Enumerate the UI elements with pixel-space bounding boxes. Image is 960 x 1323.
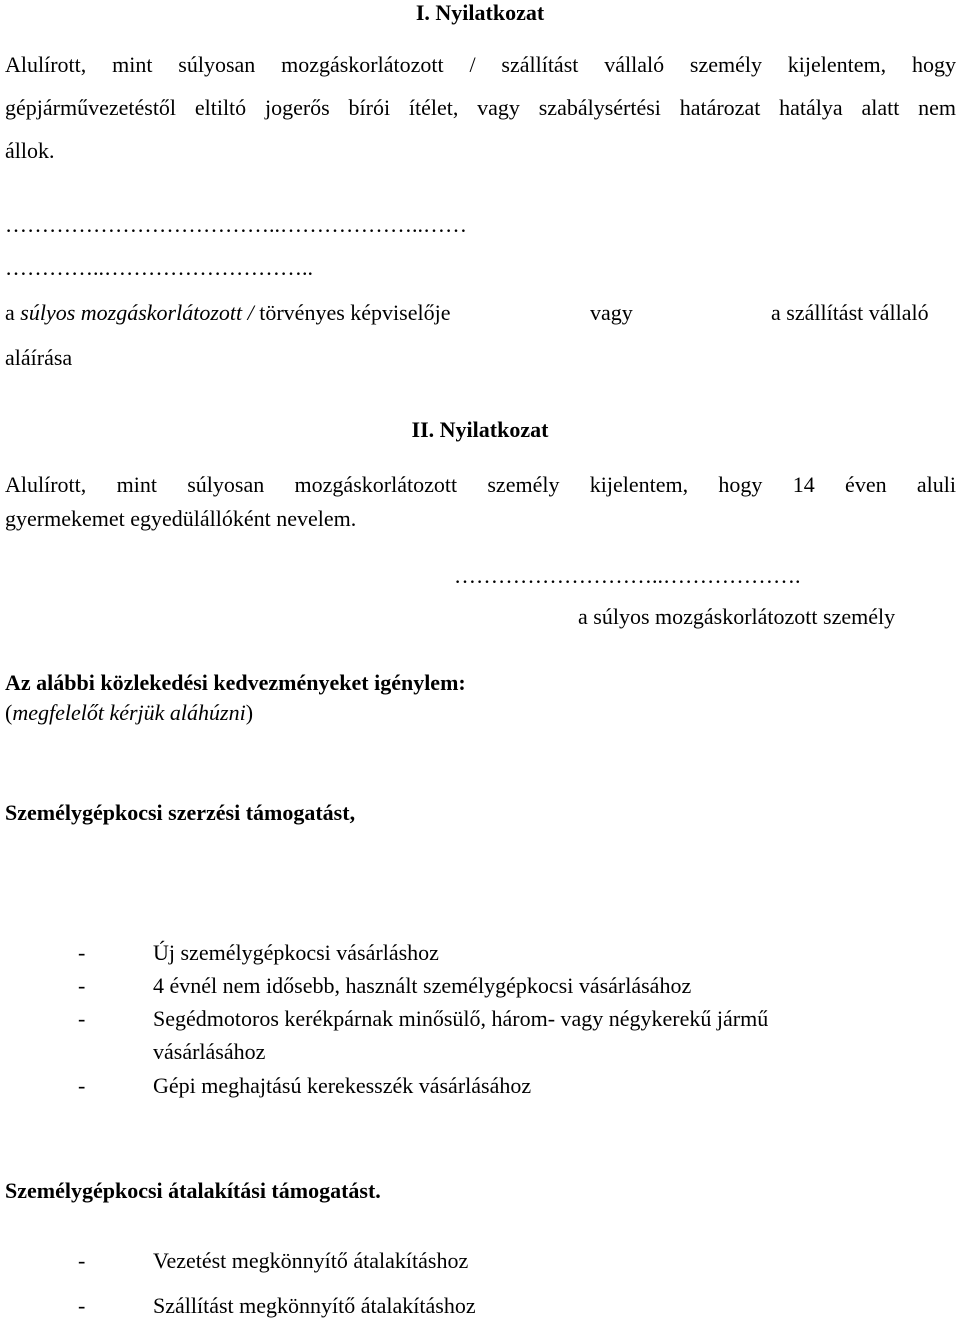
section1-line2: gépjárművezetéstől eltiltó jogerős bírói ítélet, vagy szabálysértési határozat hatálya alatt nem bbox=[5, 95, 956, 120]
signature-dots-1: ………………………………..………………..…… bbox=[5, 212, 467, 237]
conversion-heading: Személygépkocsi átalakítási támogatást. bbox=[5, 1178, 381, 1203]
section2-signer: a súlyos mozgáskorlátozott személy bbox=[578, 604, 896, 629]
benefits-heading: Az alábbi közlekedési kedvezményeket igénylem: bbox=[5, 670, 466, 695]
list-text: vásárlásához bbox=[153, 1039, 266, 1064]
list-dash: - bbox=[78, 940, 86, 965]
signature-a: a bbox=[5, 300, 15, 325]
signature-representative: törvényes képviselője bbox=[259, 300, 451, 325]
signature-italic: súlyos mozgáskorlátozott / bbox=[20, 300, 254, 325]
list-dash: - bbox=[78, 973, 86, 998]
benefits-note bbox=[5, 700, 253, 726]
note-close-paren: ) bbox=[245, 700, 254, 725]
acquisition-heading: Személygépkocsi szerzési támogatást, bbox=[5, 800, 356, 825]
list-dash: - bbox=[78, 1293, 86, 1318]
note-open-paren: ( bbox=[5, 700, 13, 725]
list-dash: - bbox=[78, 1073, 86, 1098]
note-text: megfelelőt kérjük aláhúzni bbox=[12, 700, 246, 725]
list-text: Szállítást megkönnyítő átalakításhoz bbox=[153, 1293, 476, 1318]
list-dash: - bbox=[78, 1006, 86, 1031]
list-text: 4 évnél nem idősebb, használt személygépkocsi vásárlásához bbox=[153, 973, 692, 998]
list-text: Gépi meghajtású kerekesszék vásárlásához bbox=[153, 1073, 532, 1098]
section1-line1: Alulírott, mint súlyosan mozgáskorlátozott / szállítást vállaló személy kijelentem, hogy bbox=[5, 52, 956, 77]
section2-line2: gyermekemet egyedülállóként nevelem. bbox=[5, 506, 357, 531]
section1-title: I. Nyilatkozat bbox=[415, 0, 545, 25]
list-text: Vezetést megkönnyítő átalakításhoz bbox=[153, 1248, 469, 1273]
signature-label-left bbox=[5, 300, 450, 326]
section2-dots: ………………………..………………. bbox=[454, 563, 801, 588]
list-text: Új személygépkocsi vásárláshoz bbox=[153, 940, 439, 965]
list-text: Segédmotoros kerékpárnak minősülő, három- vagy négykerekű jármű bbox=[153, 1006, 769, 1031]
section2-line1: Alulírott, mint súlyosan mozgáskorlátozott személy kijelentem, hogy 14 éven aluli bbox=[5, 472, 956, 497]
list-dash: - bbox=[78, 1248, 86, 1273]
section1-line3: állok. bbox=[5, 138, 55, 163]
signature-alairasa: aláírása bbox=[5, 345, 73, 370]
signature-vagy: vagy bbox=[590, 300, 633, 325]
signature-dots-2: …………..……………………….. bbox=[5, 255, 313, 280]
signature-transporter: a szállítást vállaló bbox=[771, 300, 929, 325]
section2-title: II. Nyilatkozat bbox=[411, 417, 549, 442]
